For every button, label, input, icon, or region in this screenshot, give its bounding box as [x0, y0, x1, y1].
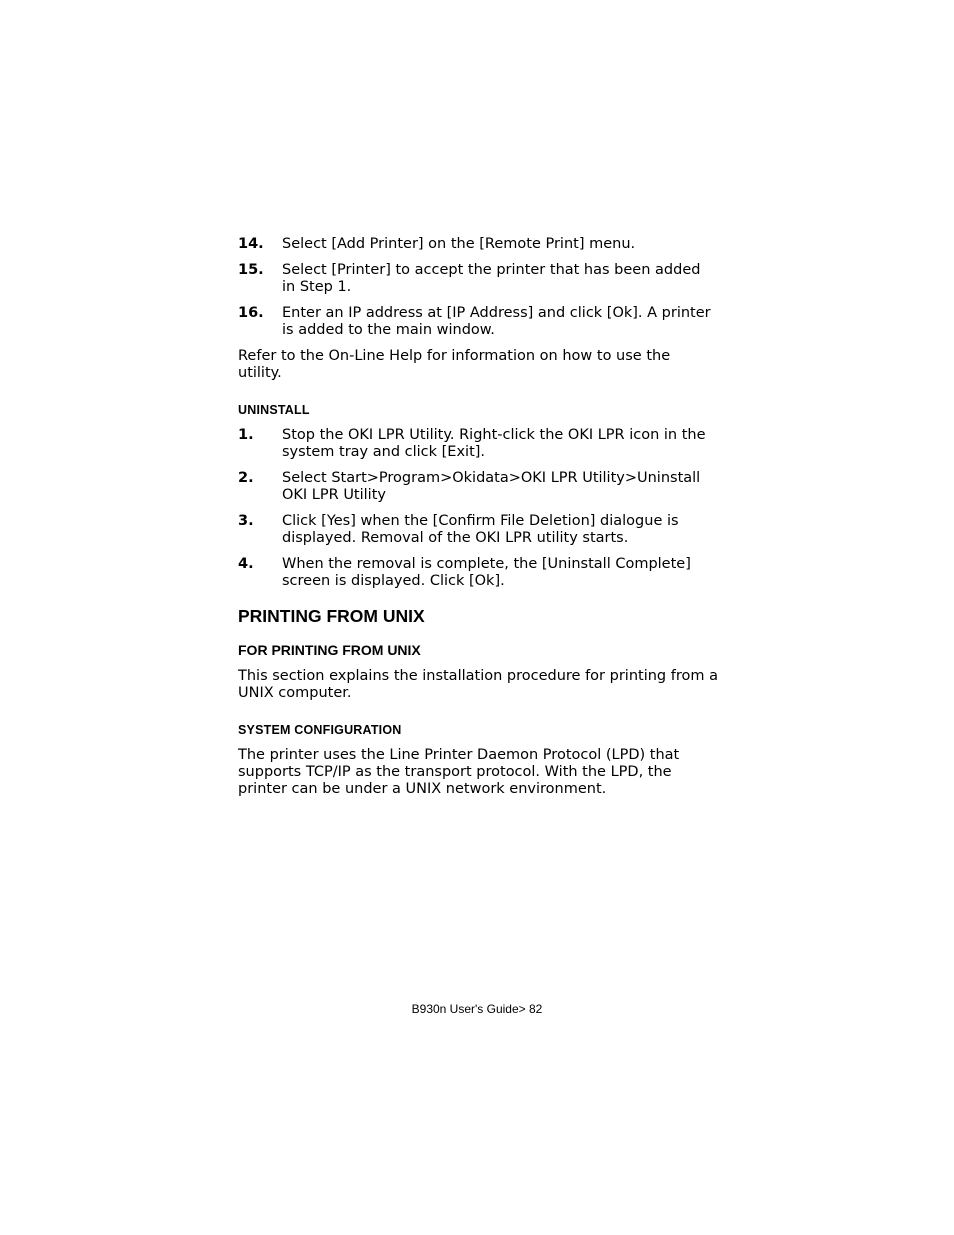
step-number: 16. — [238, 305, 264, 321]
uninstall-step-1 — [238, 427, 718, 461]
uninstall-step-4 — [238, 556, 718, 590]
step-15 — [238, 262, 718, 296]
step-text: Select Start>Program>Okidata>OKI LPR Utility>Uninstall OKI LPR Utility — [282, 470, 701, 503]
step-text: Enter an IP address at [IP Address] and click [Ok]. A printer is added to the main window. — [282, 305, 711, 338]
step-number: 15. — [238, 262, 264, 278]
step-number: 2. — [238, 470, 254, 486]
unix-intro-paragraph: This section explains the installation procedure for printing from a UNIX computer. — [238, 668, 718, 701]
system-configuration-heading: SYSTEM CONFIGURATION — [238, 723, 402, 737]
step-text: Select [Printer] to accept the printer that has been added in Step 1. — [282, 262, 701, 295]
printing-from-unix-heading: PRINTING FROM UNIX — [238, 606, 425, 626]
step-text: Stop the OKI LPR Utility. Right-click the OKI LPR icon in the system tray and click [Exit]. — [282, 427, 706, 460]
step-number: 4. — [238, 556, 254, 572]
step-text: When the removal is complete, the [Uninstall Complete] screen is displayed. Click [Ok]. — [282, 556, 691, 589]
step-14 — [238, 236, 718, 253]
uninstall-step-2 — [238, 470, 718, 504]
uninstall-step-3 — [238, 513, 718, 547]
refer-paragraph: Refer to the On-Line Help for information on how to use the utility. — [238, 348, 671, 381]
system-configuration-paragraph: The printer uses the Line Printer Daemon Protocol (LPD) that supports TCP/IP as the transport protocol. With the LPD, the printer can be under a UNIX network environment. — [238, 747, 680, 797]
page-footer: B930n User's Guide> 82 — [411, 1002, 543, 1016]
step-number: 1. — [238, 427, 254, 443]
uninstall-heading: UNINSTALL — [238, 403, 310, 417]
step-number: 3. — [238, 513, 254, 529]
page-content — [238, 236, 718, 807]
step-number: 14. — [238, 236, 264, 252]
step-text: Select [Add Printer] on the [Remote Print] menu. — [282, 236, 636, 252]
step-16 — [238, 305, 718, 339]
for-printing-from-unix-heading: FOR PRINTING FROM UNIX — [238, 642, 421, 658]
step-text: Click [Yes] when the [Confirm File Deletion] dialogue is displayed. Removal of the OKI LPR utility starts. — [282, 513, 679, 546]
